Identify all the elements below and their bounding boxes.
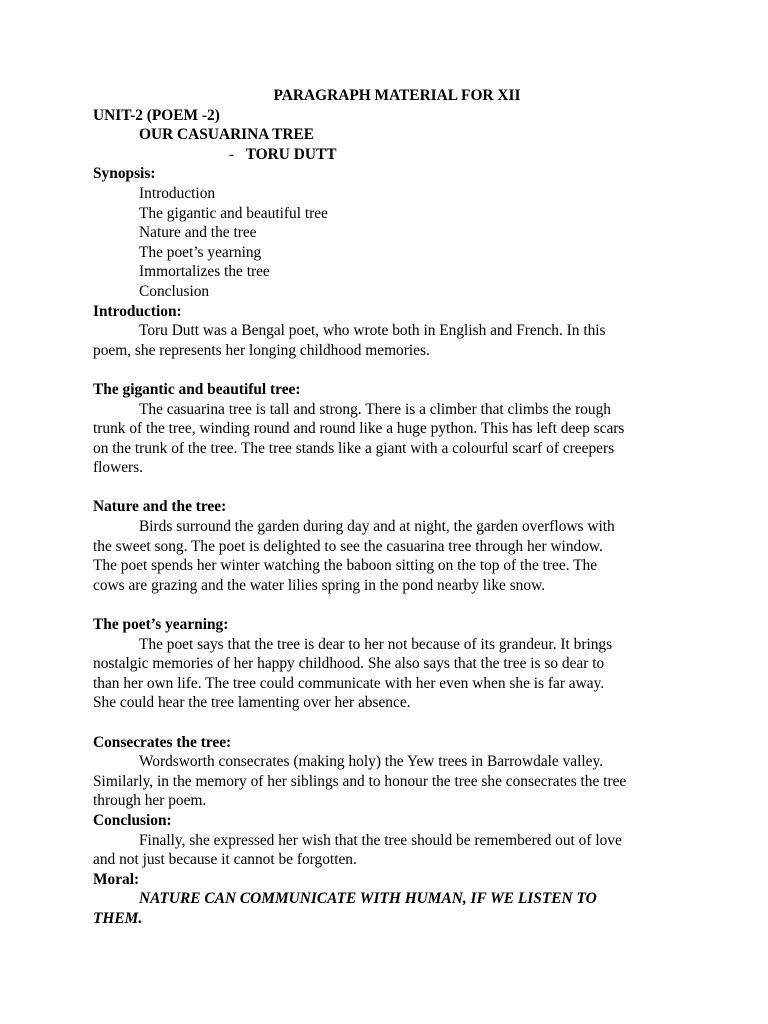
paragraph-line: The poet says that the tree is dear to her not because of its grandeur. It brings bbox=[139, 635, 613, 653]
author-dash: - bbox=[229, 145, 235, 163]
poem-title: OUR CASUARINA TREE bbox=[139, 126, 315, 144]
paragraph-line: than her own life. The tree could communicate with her even when she is far away. bbox=[93, 674, 605, 692]
document-title: PARAGRAPH MATERIAL FOR XII bbox=[273, 87, 521, 104]
section-heading-moral: Moral: bbox=[93, 870, 140, 888]
moral-text: NATURE CAN COMMUNICATE WITH HUMAN, IF WE LISTEN TO bbox=[139, 890, 597, 908]
paragraph-line: and not just because it cannot be forgotten. bbox=[93, 851, 357, 869]
synopsis-heading: Synopsis: bbox=[93, 165, 156, 183]
section-heading-consecrates: Consecrates the tree: bbox=[93, 733, 232, 751]
paragraph-line: nostalgic memories of her happy childhood. She also says that the tree is so dear to bbox=[93, 655, 605, 673]
section-heading-yearning: The poet’s yearning: bbox=[93, 616, 229, 634]
paragraph-line: flowers. bbox=[93, 459, 144, 477]
section-heading-gigantic-tree: The gigantic and beautiful tree: bbox=[93, 380, 301, 398]
paragraph-line: Finally, she expressed her wish that the tree should be remembered out of love bbox=[139, 831, 622, 849]
paragraph-line: She could hear the tree lamenting over her absence. bbox=[93, 694, 411, 712]
synopsis-item: Introduction bbox=[139, 184, 216, 202]
paragraph-line: through her poem. bbox=[93, 792, 207, 810]
synopsis-item: The gigantic and beautiful tree bbox=[139, 204, 328, 222]
moral-text: THEM. bbox=[93, 909, 143, 927]
paragraph-line: The poet spends her winter watching the baboon sitting on the top of the tree. The bbox=[93, 557, 598, 575]
paragraph-line: the sweet song. The poet is delighted to see the casuarina tree through her window. bbox=[93, 537, 603, 555]
paragraph-line: Toru Dutt was a Bengal poet, who wrote both in English and French. In this bbox=[139, 322, 606, 340]
synopsis-item: Immortalizes the tree bbox=[139, 263, 270, 281]
section-heading-nature: Nature and the tree: bbox=[93, 498, 227, 516]
paragraph-line: trunk of the tree, winding round and round like a huge python. This has left deep scars bbox=[93, 420, 625, 438]
paragraph-line: Birds surround the garden during day and at night, the garden overflows with bbox=[139, 518, 615, 536]
synopsis-list bbox=[93, 184, 683, 302]
section-heading-conclusion: Conclusion: bbox=[93, 811, 172, 829]
paragraph-line: The casuarina tree is tall and strong. There is a climber that climbs the rough bbox=[139, 400, 611, 418]
document-body bbox=[93, 86, 683, 929]
paragraph-line: poem, she represents her longing childhood memories. bbox=[93, 341, 430, 359]
synopsis-item: Nature and the tree bbox=[139, 224, 257, 242]
paragraph-line: on the trunk of the tree. The tree stands like a giant with a colourful scarf of creepers bbox=[93, 439, 615, 457]
paragraph-line: Similarly, in the memory of her siblings and to honour the tree she consecrates the tree bbox=[93, 772, 627, 790]
author-name: TORU DUTT bbox=[245, 145, 337, 163]
synopsis-item: Conclusion bbox=[139, 282, 210, 300]
paragraph-line: cows are grazing and the water lilies spring in the pond nearby like snow. bbox=[93, 576, 546, 594]
paragraph-line: Wordsworth consecrates (making holy) the Yew trees in Barrowdale valley. bbox=[139, 753, 604, 771]
synopsis-item: The poet’s yearning bbox=[139, 243, 262, 261]
unit-label: UNIT-2 (POEM -2) bbox=[93, 106, 220, 124]
poem-author bbox=[93, 145, 683, 165]
section-heading-introduction: Introduction: bbox=[93, 302, 182, 320]
